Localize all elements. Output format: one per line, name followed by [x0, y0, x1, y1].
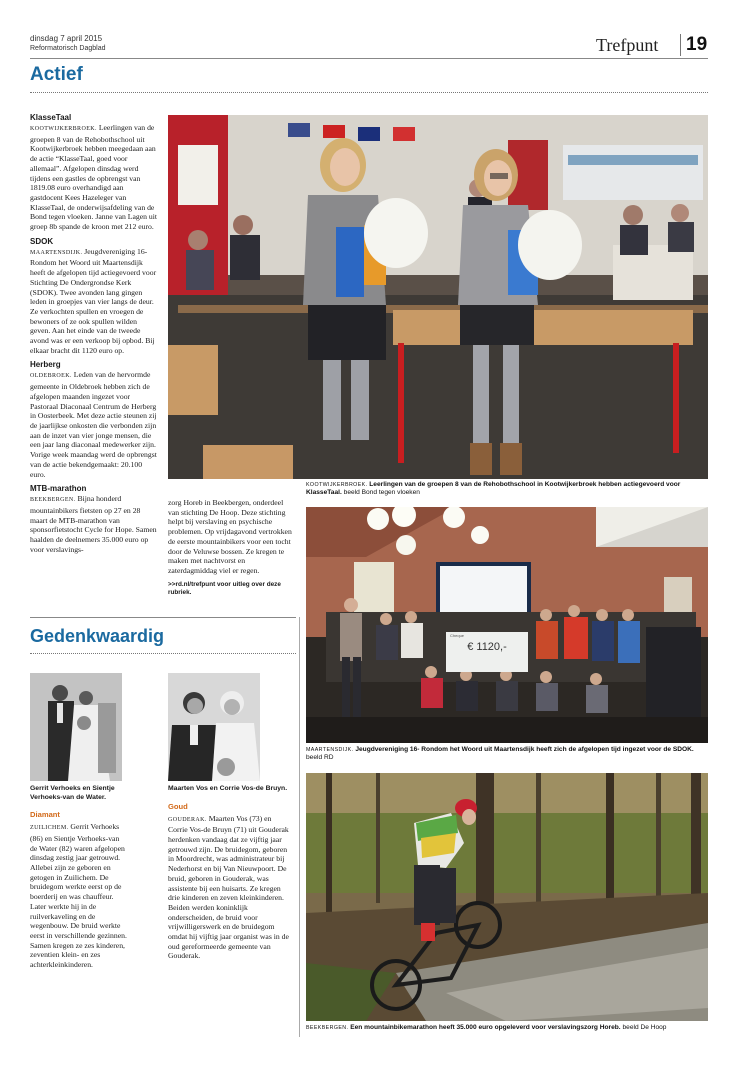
gedenkwaardig-top-rule	[30, 617, 296, 618]
gedenkwaardig-dotted-rule	[30, 653, 296, 654]
caption-place: BEEKBERGEN.	[306, 1025, 349, 1031]
couple-body: Maarten Vos (73) en Corrie Vos-de Bruyn (71) uit Gouderak herdenken vandaag dat ze vijftig jaar getrouwd zijn. De bruidegom, geboren in Moordrecht, was administrateur bij Nederhorst en bij Van Nieuwpoort. De bruid, geboren in Gouderak, was assistente bij een huisarts. Ze kregen drie kinderen en zeven kleinkinderen. Beiden werden koninklijk onderscheiden, de bruid voor vrijwilligerswerk en de bruidegom omdat hij vijftig jaar organist was in de oud gereformeerde gemeente van Gouderak.	[168, 813, 289, 961]
page-number-divider	[680, 34, 681, 56]
photo-klassetaal-caption	[306, 481, 708, 498]
photo-mtb	[306, 773, 708, 1021]
caption-credit: beeld De Hoop	[622, 1024, 667, 1031]
cheque-amount: € 1120,-	[467, 641, 507, 653]
article-body: Jeugdvereniging 16- Rondom het Woord uit Maartensdijk heeft de afgelopen tijd actiegevoerd voor Stichting De Ondergrondse Kerk (SDOK). Twee avonden lang gingen leden in groepjes van vier langs de deur. Ze verkochten spullen en vroegen de bewoners of ze ook spullen wilden geven. Aan het einde van de tweede avond was er een verkoop bij opbod. Bij elkaar bracht dit 1120 euro op.	[30, 246, 157, 355]
article-klassetaal	[30, 113, 158, 232]
article-place: OLDEBROEK.	[30, 373, 72, 380]
couple-body: Gerrit Verhoeks (86) en Sientje Verhoeks-van de Water (82) waren afgelopen dinsdag zestig jaar getrouwd. Allebei zijn ze geboren en getogen in Zuilichem. De bruidegom werkte eerst op de boerderij en was chauffeur. Later werkte hij in de ruilverkaveling en de wegenbouw. De bruid werkte eerst in verschillende gezinnen. Samen kregen ze zes kinderen, zeventien klein- en zes achterkleinkinderen.	[30, 822, 127, 970]
article-place: BEEKBERGEN.	[30, 497, 76, 504]
wedding-photo-vos	[168, 673, 260, 781]
edition-date: dinsdag 7 april 2015	[30, 34, 103, 43]
caption-credit: beeld RD	[306, 754, 334, 762]
couple-verhoeks	[30, 785, 128, 975]
couple-place: GOUDERAK.	[168, 816, 207, 823]
article-place: MAARTENSDIJK.	[30, 249, 83, 256]
caption-text: Leerlingen van de groepen 8 van de Rehobothschool in Kootwijkerbroek hebben actiegevoerd voor KlasseTaal.	[306, 481, 681, 497]
photo-klassetaal	[168, 115, 708, 479]
caption-text: Jeugdvereniging 16- Rondom het Woord uit Maartensdijk heeft zich de afgelopen tijd ingezet voor de SDOK.	[355, 746, 694, 753]
masthead-rule	[30, 58, 708, 59]
couple-place: ZUILICHEM.	[30, 825, 69, 832]
wedding-photo-verhoeks	[30, 673, 122, 781]
actief-dotted-rule	[30, 92, 708, 93]
group-illustration	[306, 507, 708, 743]
article-body: Bijna honderd mountainbikers fietsten op 27 en 28 maart de MTB-marathon van sponsorfietstocht Cycle for Hope. Samen haalden de deelnemers 35.000 euro op voor verslavings-	[30, 494, 157, 554]
column-divider	[299, 617, 300, 1037]
photo-sdok	[306, 507, 708, 743]
photo-sdok-caption	[306, 746, 708, 763]
jubilee-label: Diamant	[30, 810, 60, 820]
article-body: Leerlingen van de groepen 8 van de Rehobothschool uit Kootwijkerbroek hebben meegedaan aan de actie “KlasseTaal, goed voor allemaal”. Afgelopen dinsdag werd tijdens een gastles de opbrengst van 1819.08 euro overhandigd aan gastdocent Kees Hazeleger van KlasseTaal, de onderwijsafdeling van de Bond tegen vloeken. Janne van Lagen uit groep 8b spande de kroon met 212 euro.	[30, 123, 158, 232]
classroom-illustration	[168, 115, 708, 479]
mountainbike-illustration	[306, 773, 708, 1021]
article-heading: SDOK	[30, 236, 54, 246]
article-heading: MTB-marathon	[30, 484, 87, 494]
section-title-actief: Actief	[30, 64, 83, 85]
article-place: KOOTWIJKERBROEK.	[30, 126, 97, 132]
actief-column	[30, 112, 158, 559]
couple-vos	[168, 785, 290, 966]
wedding-illustration-2	[168, 673, 260, 781]
article-herberg	[30, 360, 158, 479]
section-title-gedenkwaardig: Gedenkwaardig	[30, 626, 165, 646]
rubriek-link[interactable]: >>rd.nl/trefpunt voor uitleg over deze rubriek.	[168, 580, 281, 597]
photo-mtb-caption	[306, 1024, 708, 1032]
wedding-illustration-1	[30, 673, 122, 781]
caption-credit: beeld Bond tegen vloeken	[343, 489, 420, 497]
caption-place: KOOTWIJKERBROEK.	[306, 482, 368, 488]
article-sdok	[30, 237, 158, 356]
jubilee-label: Goud	[168, 801, 188, 811]
couple-names: Maarten Vos en Corrie Vos-de Bruyn.	[168, 785, 288, 792]
caption-text: Een mountainbikemarathon heeft 35.000 euro opgeleverd voor verslavingszorg Horeb.	[350, 1024, 621, 1031]
couple-names: Gerrit Verhoeks en Sientje Verhoeks-van de Water.	[30, 785, 115, 801]
section-name: Trefpunt	[596, 35, 659, 55]
article-continued: zorg Horeb in Beekbergen, onderdeel van stichting De Hoop. Deze stichting helpt bij verslaving en psychische problemen. Op vrijdagavond vertrokken de eerste mountainbikers voor een tocht door de Veluwse bossen. Ze kregen te maken met nachtvorst en zaterdagmiddag viel er regen.	[168, 498, 292, 575]
newspaper-name: Reformatorisch Dagblad	[30, 45, 106, 52]
article-mtb-marathon	[30, 484, 158, 554]
caption-place: MAARTENSDIJK.	[306, 747, 354, 753]
article-body: Leden van de hervormde gemeente in Oldebroek hebben zich de afgelopen maanden ingezet voor Pastoraal Diaconaal Centrum de Herberg in Oosterbeek. Met deze actie steunen zij de jaarlijkse onkosten die verbonden zijn aan de inzet van vier jonge mensen, die een jaar lang diaconaal medewerker zijn. Vorige week maandag werd de opbrengst van de actie bekendgemaakt: 20.100 euro.	[30, 370, 157, 479]
page-number: 19	[686, 34, 708, 55]
mtb-continued-column	[168, 498, 296, 602]
article-heading: KlasseTaal	[30, 113, 72, 122]
article-heading: Herberg	[30, 360, 61, 370]
cheque-label: Cheque	[450, 633, 465, 638]
